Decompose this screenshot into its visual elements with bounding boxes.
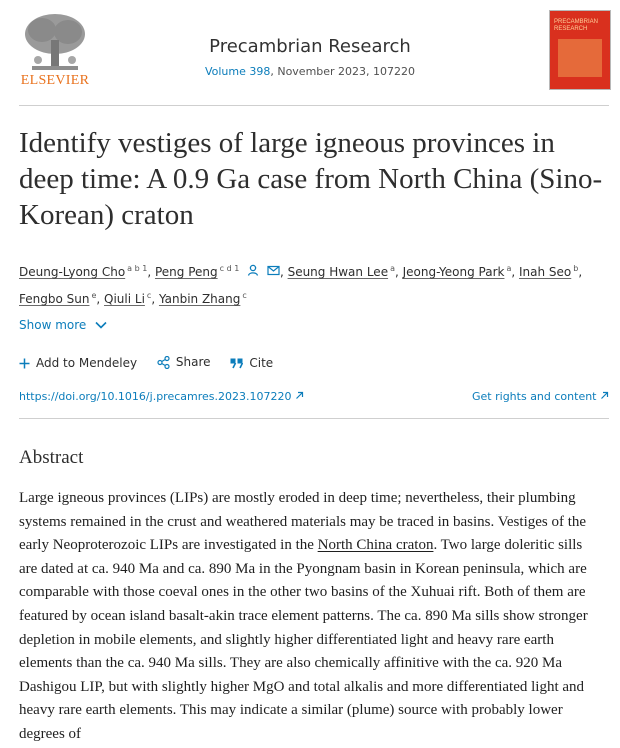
affiliation-marker[interactable]: a [506, 264, 512, 273]
publisher-name: ELSEVIER [20, 73, 90, 88]
divider [19, 105, 609, 106]
affiliation-marker[interactable]: a [390, 264, 395, 273]
external-link-icon [600, 391, 609, 400]
author-list: Deung-Lyong Cho $^{a b 1}$, Peng Peng $^{c d 1}$ , Seung Hwan Lee $^a$, Jeong-Yeong Park $^a$, Inah Seo $^b$, Fengbo Sun $^e$, Qiuli Li $^c$, Yanbin Zhang $^c$ [19, 257, 614, 311]
abstract-heading: Abstract [19, 447, 84, 468]
journal-title[interactable]: Precambrian Research [209, 36, 411, 57]
article-actions [19, 355, 289, 372]
issue-date: , November 2023, 107220 [270, 65, 416, 78]
add-to-mendeley-button[interactable] [19, 356, 137, 370]
article-title: Identify vestiges of large igneous provinces in deep time: A 0.9 Ga case from North China (Sino-Korean) craton [19, 127, 603, 231]
affiliation-marker[interactable]: e [91, 291, 97, 300]
email-icon[interactable] [267, 261, 280, 284]
journal-meta [110, 65, 510, 78]
plus-icon [19, 358, 30, 369]
author-link[interactable]: Deung-Lyong Cho [19, 265, 126, 279]
chevron-down-icon [95, 321, 107, 329]
person-icon[interactable] [247, 261, 259, 284]
cover-image [558, 39, 602, 77]
author-link[interactable]: Seung Hwan Lee [287, 265, 389, 279]
volume-link[interactable]: Volume 398 [204, 65, 271, 78]
elsevier-tree-icon [18, 10, 92, 74]
cite-label: Cite [249, 356, 274, 370]
mendeley-label: Add to Mendeley [36, 356, 138, 370]
author-link[interactable]: Yanbin Zhang [158, 292, 241, 306]
author-link[interactable]: Inah Seo [519, 265, 572, 279]
author-link[interactable]: Qiuli Li [104, 292, 145, 306]
external-link-icon [295, 391, 304, 400]
affiliation-marker[interactable]: c d 1 [219, 264, 240, 273]
show-more-button[interactable] [19, 318, 107, 332]
author-link[interactable]: Fengbo Sun [19, 292, 90, 306]
affiliation-marker[interactable]: b [573, 264, 579, 273]
abstract-text [19, 487, 601, 747]
author-link[interactable]: Jeong-Yeong Park [402, 265, 505, 279]
affiliation-marker[interactable]: a b 1 [127, 264, 148, 273]
share-label: Share [175, 355, 211, 369]
journal-header [0, 0, 620, 110]
quote-icon [230, 358, 243, 369]
rights-text: Get rights and content [472, 390, 597, 403]
abstract-part: Large igneous provinces (LIPs) are mostly eroded in deep time; nevertheless, their plumbing systems remained in the crust and weathered materials may be traced in basins. Vestiges of the early Neoproterozoic LIPs are investigated in the [19, 490, 587, 554]
topic-link[interactable]: North China craton [317, 537, 434, 554]
rights-link[interactable] [472, 390, 609, 403]
cite-button[interactable] [230, 356, 273, 370]
share-icon [157, 356, 170, 369]
abstract-part: . Two large doleritic sills are dated at ca. 940 Ma and ca. 890 Ma in the Pyongnam basin in Korean peninsula, which are comparable with those coeval ones in the other two basins of the Xuhuai rift. Both of them are featured by ocean island basalt-akin trace element patterns. The ca. 890 Ma sills show stronger depletion in mobile elements, and slightly higher differentiated light and heavy rare earth elements than the ca. 940 Ma sills. They are also chemically affinitive with the ca. 920 Ma Dashigou LIP, but with slightly higher MgO and total alkalis and more differentiated light and heavy rare earth elements. This may indicate a similar (plume) source with probably lower degrees of [19, 537, 588, 742]
show-more-label: Show more [19, 318, 87, 332]
author-link[interactable]: Peng Peng [154, 265, 218, 279]
doi-link[interactable] [19, 390, 304, 403]
affiliation-marker[interactable]: c [146, 291, 152, 300]
doi-text: https://doi.org/10.1016/j.precamres.2023.107220 [19, 390, 292, 403]
share-button[interactable] [157, 355, 211, 369]
article-links [19, 390, 609, 403]
divider [19, 418, 609, 419]
journal-cover[interactable] [549, 10, 611, 90]
cover-title: PRECAMBRIAN RESEARCH [554, 19, 599, 32]
affiliation-marker[interactable]: c [242, 291, 247, 300]
